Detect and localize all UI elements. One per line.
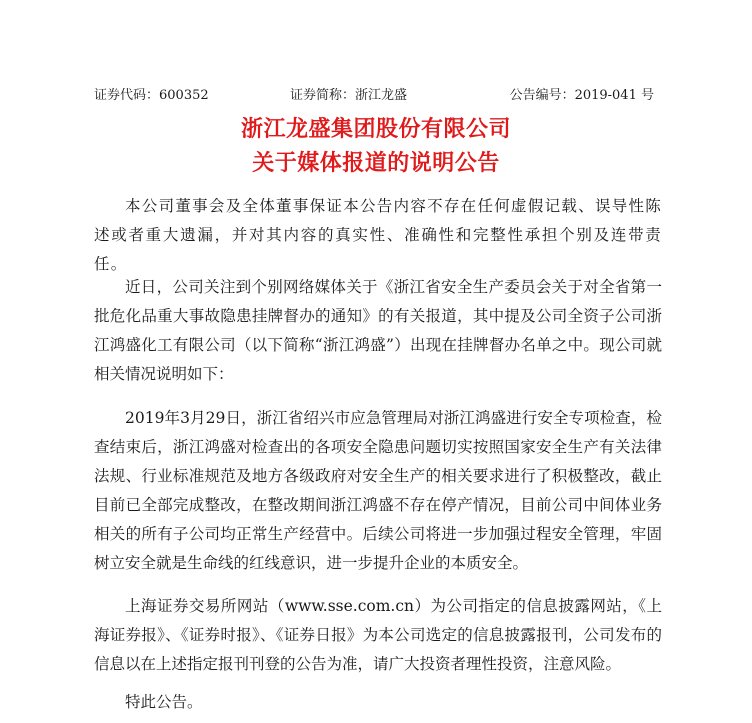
stock-short-name: 证券简称：浙江龙盛 — [290, 88, 408, 103]
paragraph-rectification: 2019年3月29日，浙江省绍兴市应急管理局对浙江鸿盛进行安全专项检查，检查结束后，浙江鸿盛对检查出的各项安全隐患问题切实按照国家安全生产有关法律法规、行业标准规范及地方各级政府对安全生产的相关要求进行了积极整改，截止目前已全部完成整改，在整改期间浙江鸿盛不存在停产情况，目前公司中间体业务相关的所有子公司均正常生产经营中。后续公司将进一步加强过程安全管理，牢固树立安全就是生命线的红线意识，进一步提升企业的本质安全。 — [94, 409, 662, 572]
announcement-header — [94, 86, 654, 106]
company-title: 浙江龙盛集团股份有限公司 — [240, 116, 511, 142]
notice-number: 公告编号：2019-041 号 — [509, 88, 654, 103]
paragraph-closing: 特此公告。 — [125, 693, 203, 711]
paragraph-background: 近日，公司关注到个别网络媒体关于《浙江省安全生产委员会关于对全省第一批危化品重大事故隐患挂牌督办的通知》的有关报道，其中提及公司全资子公司浙江鸿盛化工有限公司（以下简称“浙江鸿盛”）出现在挂牌督办名单之中。现公司就相关情况说明如下： — [94, 278, 662, 383]
board-statement: 本公司董事会及全体董事保证本公告内容不存在任何虚假记载、误导性陈述或者重大遗漏，并对其内容的真实性、准确性和完整性承担个别及连带责任。 — [94, 197, 662, 273]
stock-code: 证券代码：600352 — [94, 88, 209, 103]
paragraph-disclosure: 上海证券交易所网站（www.sse.com.cn）为公司指定的信息披露网站，《上海证券报》、《证券时报》、《证券日报》为本公司选定的信息披露报刊，公司发布的信息以在上述指定报刊刊登的公告为准，请广大投资者理性投资，注意风险。 — [94, 597, 662, 673]
announcement-title: 关于媒体报道的说明公告 — [252, 150, 500, 176]
